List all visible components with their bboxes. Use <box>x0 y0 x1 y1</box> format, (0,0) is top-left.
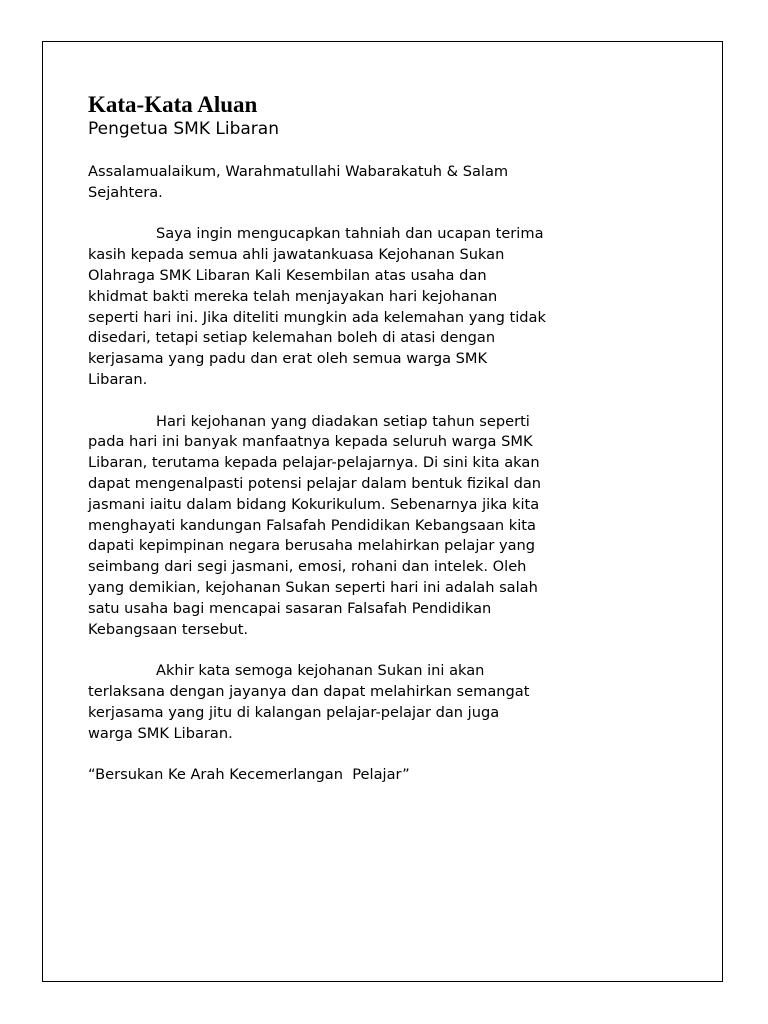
paragraph-line: Libaran, terutama kepada pelajar-pelajarnya. Di sini kita akan <box>88 454 540 472</box>
body-paragraph-3 <box>88 661 608 744</box>
paragraph-line: khidmat bakti mereka telah menjayakan hari kejohanan <box>88 287 498 305</box>
document-subtitle: Pengetua SMK Libaran <box>88 119 279 139</box>
paragraph-line: seimbang dari segi jasmani, emosi, rohani dan intelek. Oleh <box>88 558 527 576</box>
paragraph-line: menghayati kandungan Falsafah Pendidikan Kebangsaan kita <box>88 516 536 534</box>
document-title: Kata-Kata Aluan <box>88 92 258 117</box>
paragraph-line: yang demikian, kejohanan Sukan seperti hari ini adalah salah <box>88 578 538 596</box>
motto: “Bersukan Ke Arah Kecemerlangan Pelajar” <box>88 766 410 784</box>
paragraph-line: disedari, tetapi setiap kelemahan boleh di atasi dengan <box>88 329 496 347</box>
paragraph-line: Hari kejohanan yang diadakan setiap tahun seperti <box>156 412 530 430</box>
paragraph-line: satu usaha bagi mencapai sasaran Falsafah Pendidikan <box>88 599 492 617</box>
paragraph-line: kasih kepada semua ahli jawatankuasa Kejohanan Sukan <box>88 246 505 264</box>
paragraph-line: kerjasama yang padu dan erat oleh semua warga SMK <box>88 350 488 368</box>
body-paragraph-1 <box>88 224 608 390</box>
paragraph-line: Libaran. <box>88 370 148 388</box>
paragraph-line: dapat mengenalpasti potensi pelajar dalam bentuk fizikal dan <box>88 474 542 492</box>
paragraph-line: warga SMK Libaran. <box>88 724 233 742</box>
paragraph-line: pada hari ini banyak manfaatnya kepada seluruh warga SMK <box>88 433 533 451</box>
paragraph-line: Akhir kata semoga kejohanan Sukan ini akan <box>156 662 485 680</box>
greeting-line: Sejahtera. <box>88 183 163 201</box>
body-paragraph-2 <box>88 412 608 641</box>
paragraph-line: Kebangsaan tersebut. <box>88 620 249 638</box>
paragraph-line: Saya ingin mengucapkan tahniah dan ucapan terima <box>156 225 544 243</box>
greeting-paragraph <box>88 162 608 204</box>
document-body <box>88 92 608 786</box>
paragraph-line: seperti hari ini. Jika diteliti mungkin ada kelemahan yang tidak <box>88 308 546 326</box>
greeting-line: Assalamualaikum, Warahmatullahi Wabarakatuh & Salam <box>88 163 509 180</box>
paragraph-line: kerjasama yang jitu di kalangan pelajar-pelajar dan juga <box>88 703 500 721</box>
paragraph-line: jasmani iaitu dalam bidang Kokurikulum. Sebenarnya jika kita <box>88 495 540 513</box>
paragraph-line: dapati kepimpinan negara berusaha melahirkan pelajar yang <box>88 537 536 555</box>
paragraph-line: terlaksana dengan jayanya dan dapat melahirkan semangat <box>88 682 530 700</box>
paragraph-line: Olahraga SMK Libaran Kali Kesembilan atas usaha dan <box>88 266 487 284</box>
